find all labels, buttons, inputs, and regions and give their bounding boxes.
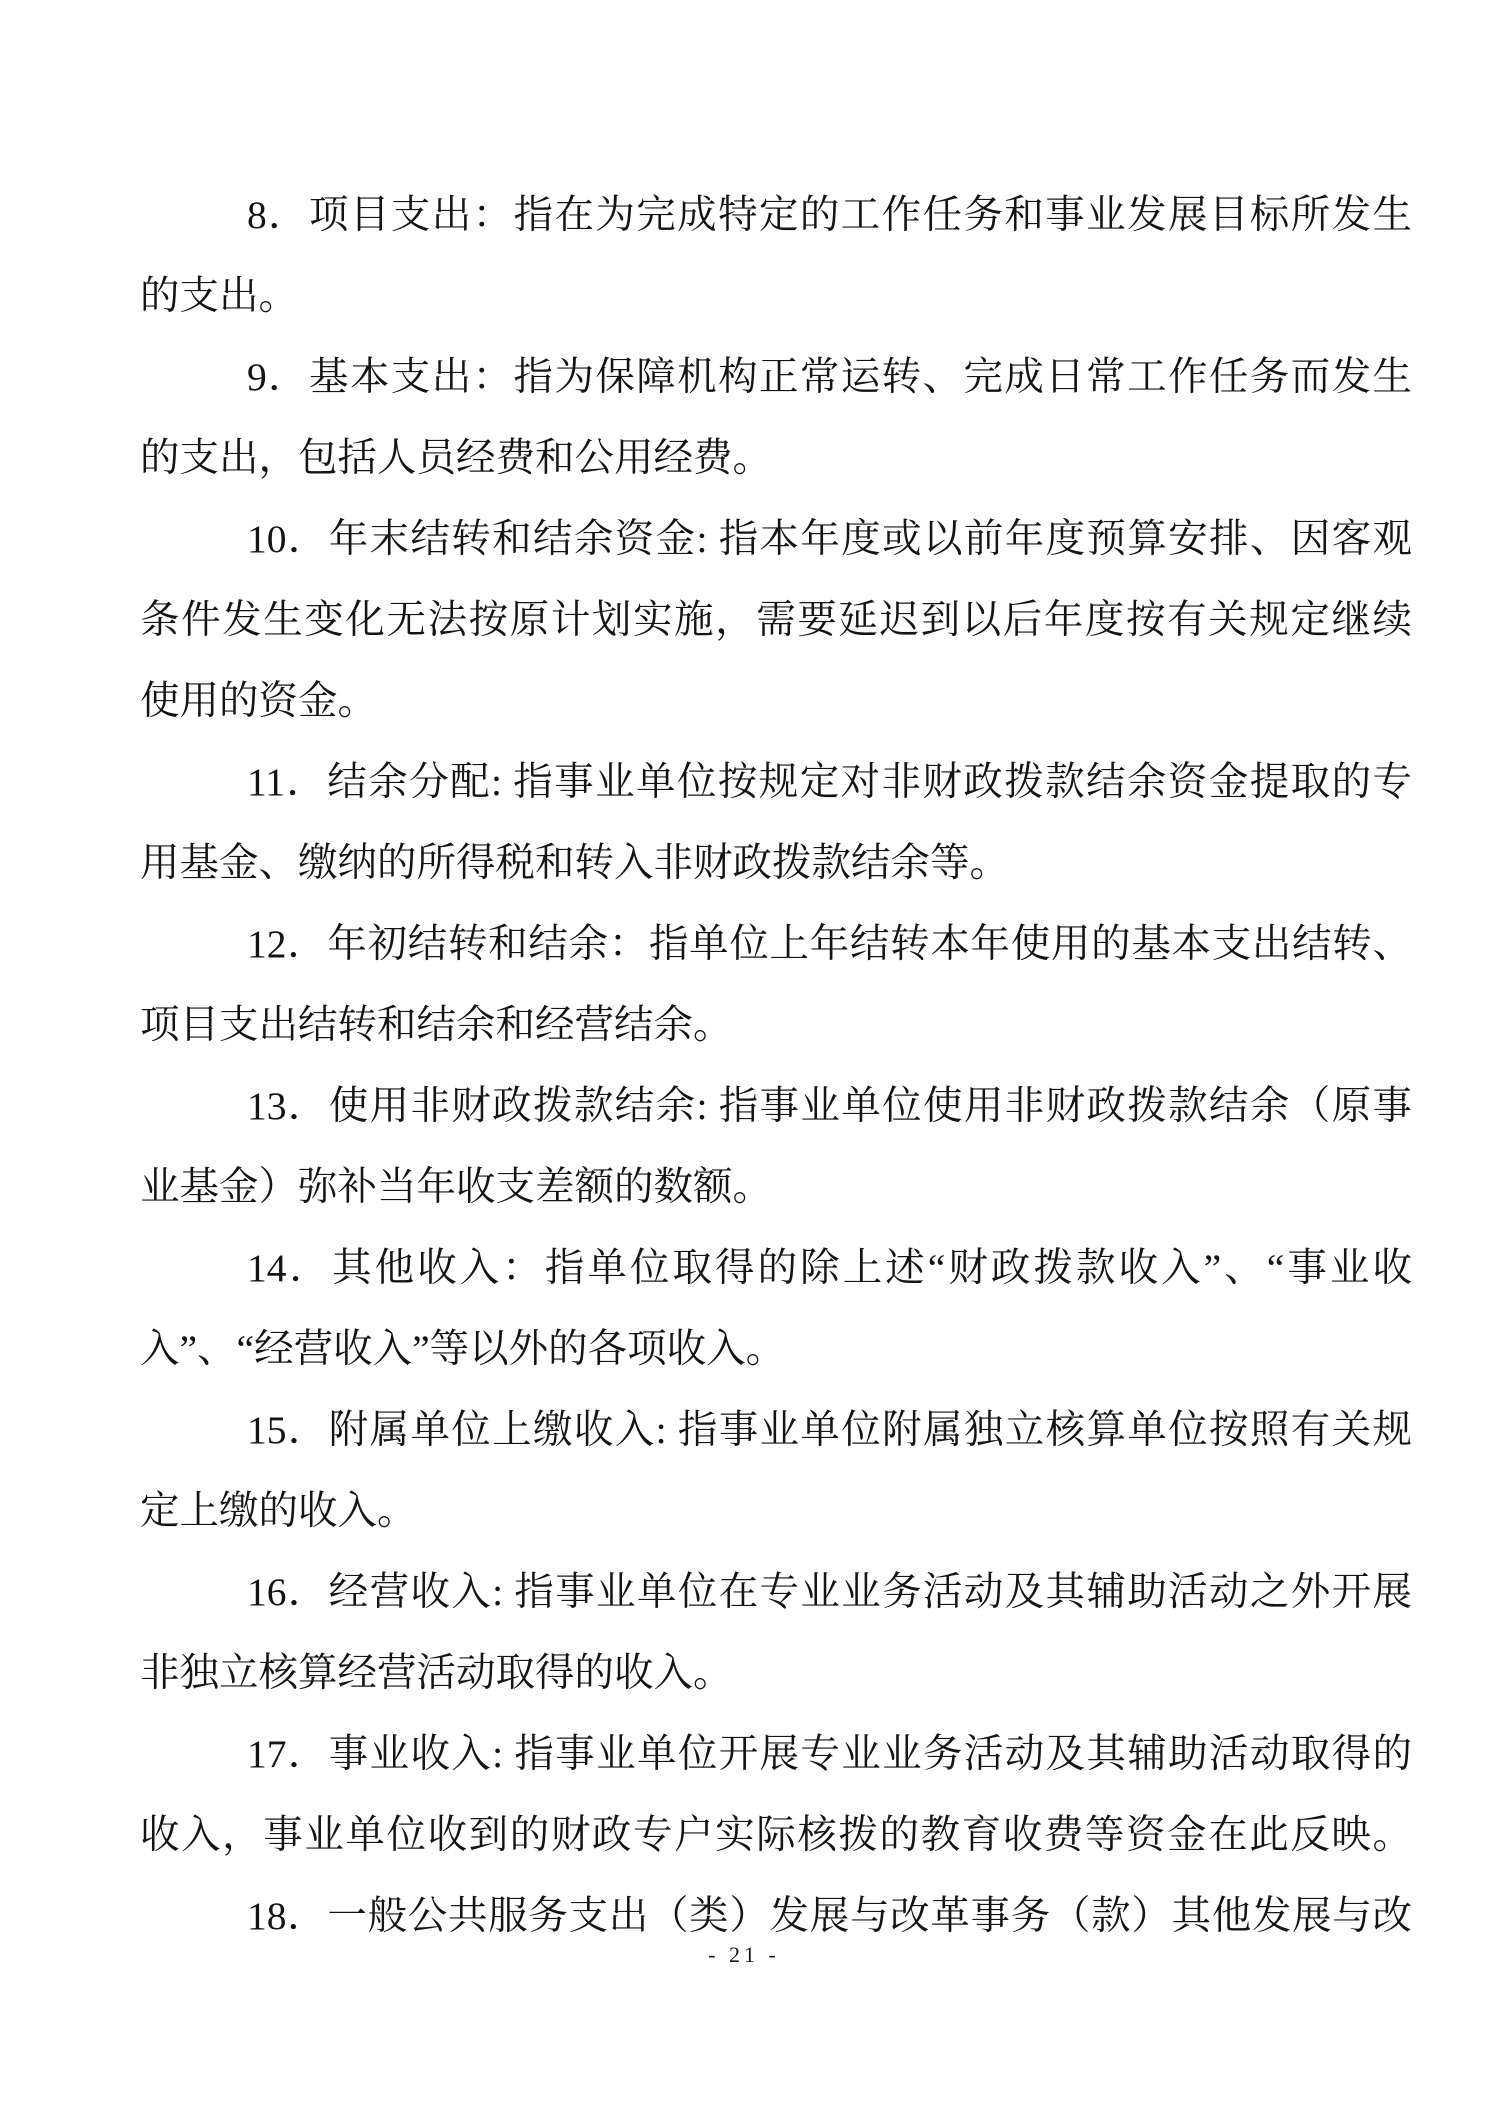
text-line: 入”、“经营收入”等以外的各项收入。 — [140, 1327, 786, 1371]
text-line: 定上缴的收入。 — [140, 1489, 417, 1533]
page-number: - 21 - — [708, 1942, 780, 1967]
text-line: 15．附属单位上缴收入: 指事业单位附属独立核算单位按照有关规 — [247, 1408, 1412, 1452]
text-line: 18．一般公共服务支出（类）发展与改革事务（款）其他发展与改 — [247, 1894, 1412, 1938]
text-line: 13．使用非财政拨款结余: 指事业单位使用非财政拨款结余（原事 — [247, 1084, 1412, 1128]
text-line: 项目支出结转和结余和经营结余。 — [140, 1003, 733, 1047]
text-line: 10．年末结转和结余资金: 指本年度或以前年度预算安排、因客观 — [247, 517, 1412, 561]
text-line: 16．经营收入: 指事业单位在专业业务活动及其辅助活动之外开展 — [247, 1570, 1412, 1614]
document-body — [140, 175, 1412, 1957]
text-line: 的支出。 — [140, 274, 298, 318]
text-line: 11．结余分配: 指事业单位按规定对非财政拨款结余资金提取的专 — [247, 760, 1412, 804]
text-line: 8．项目支出：指在为完成特定的工作任务和事业发展目标所发生 — [247, 193, 1412, 237]
text-line: 用基金、缴纳的所得税和转入非财政拨款结余等。 — [140, 841, 1009, 885]
text-line: 非独立核算经营活动取得的收入。 — [140, 1651, 733, 1695]
text-line: 9．基本支出：指为保障机构正常运转、完成日常工作任务而发生 — [247, 355, 1412, 399]
text-line: 使用的资金。 — [140, 679, 377, 723]
text-line: 条件发生变化无法按原计划实施，需要延迟到以后年度按有关规定继续 — [140, 598, 1412, 642]
text-line: 14．其他收入：指单位取得的除上述“财政拨款收入”、“事业收 — [247, 1246, 1412, 1290]
text-line: 业基金）弥补当年收支差额的数额。 — [140, 1165, 772, 1209]
text-line: 17．事业收入: 指事业单位开展专业业务活动及其辅助活动取得的 — [247, 1732, 1412, 1776]
text-line: 的支出，包括人员经费和公用经费。 — [140, 436, 772, 480]
text-line: 收入，事业单位收到的财政专户实际核拨的教育收费等资金在此反映。 — [140, 1813, 1412, 1857]
text-line: 12．年初结转和结余：指单位上年结转本年使用的基本支出结转、 — [247, 922, 1412, 966]
